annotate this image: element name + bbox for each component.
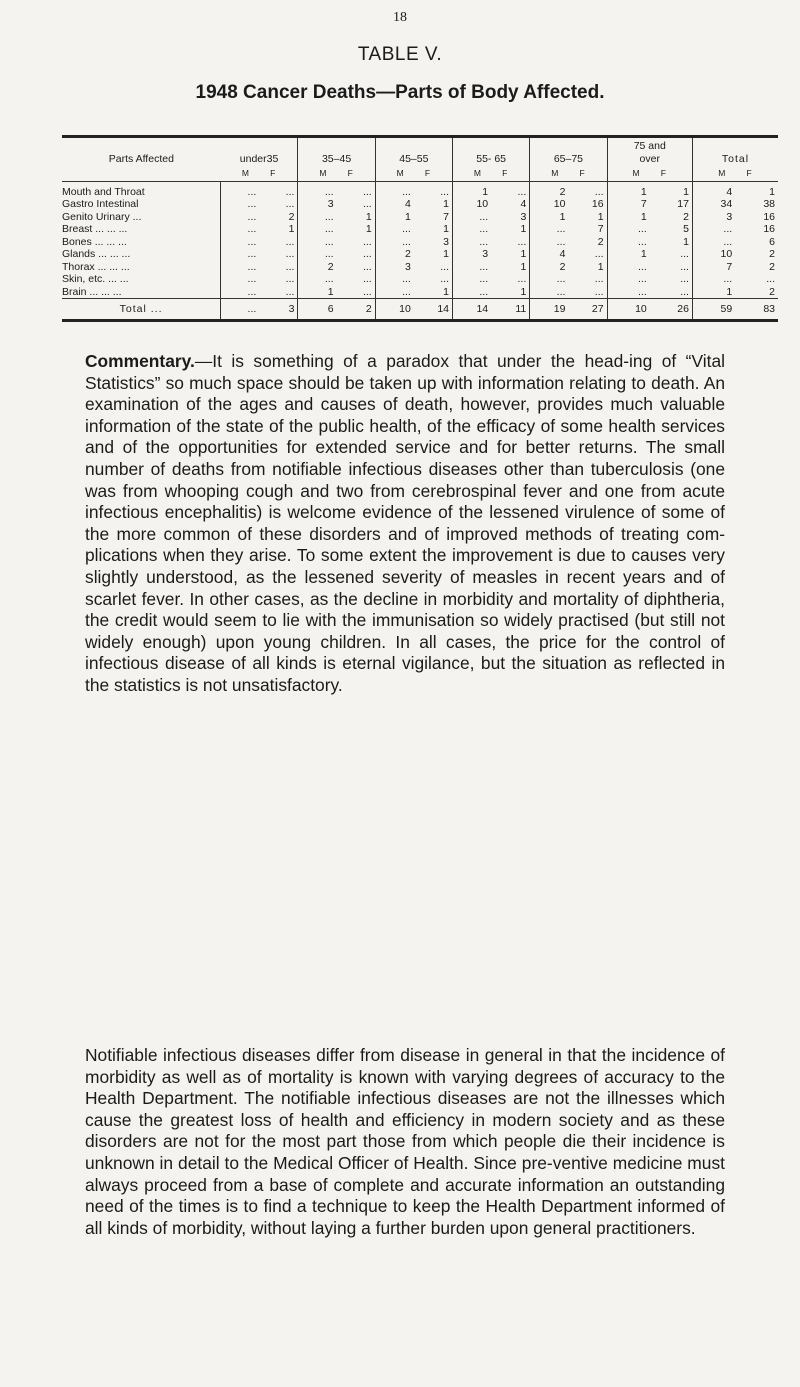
- table-cell: ...: [440, 273, 449, 286]
- table-row: [62, 181, 778, 198]
- row-label: Brain ... ... ...: [62, 285, 122, 298]
- table-cell: ...: [680, 273, 689, 286]
- table-cell: ...: [221, 248, 260, 261]
- table-cell: ...: [517, 273, 527, 286]
- row-label: Gastro Intestinal: [62, 198, 139, 211]
- table-cell: 59: [692, 299, 735, 321]
- table-cell: ...: [607, 261, 650, 274]
- table-cell: ...: [285, 198, 295, 211]
- table-cell: 1: [530, 211, 569, 224]
- table-cell: 2: [683, 210, 689, 223]
- table-cell: 1: [288, 223, 295, 236]
- notifiable-diseases-paragraph: Notifiable infectious diseases differ from disease in general in that the incidence of morbidity as well as of mortality is known with varying degrees of accuracy to the Health Department. The notifiable infectious diseases are not the illnesses which cause the greatest loss of health and efficiency in modern society and as these disorders are not for the most part those from which people die their incidence is unknown in detail to the Medical Officer of Health. Since pre-ventive medicine must always proceed from a base of complete and accurate information an outstanding need of the times is to find a technique to keep the Health Department informed of all kinds of morbidity, without laying a further burden upon general practitioners.: [85, 1045, 725, 1238]
- table-cell: ...: [607, 236, 650, 249]
- table-cell: 3: [443, 235, 449, 248]
- table-cell: 1: [520, 248, 527, 261]
- table-cell: 2: [288, 210, 295, 223]
- table-cell: 7: [607, 198, 650, 211]
- table-cell: 2: [769, 260, 775, 273]
- table-cell: 27: [568, 299, 607, 321]
- table-cell: 3: [298, 198, 337, 211]
- table-cell: ...: [453, 211, 492, 224]
- table-cell: ...: [362, 185, 372, 198]
- table-cell: ...: [517, 235, 527, 248]
- table-cell: ...: [453, 223, 492, 236]
- table-cell: 83: [735, 299, 778, 321]
- table-cell: 1: [597, 260, 604, 273]
- table-cell: ...: [594, 273, 604, 286]
- table-cell: ...: [440, 185, 449, 198]
- table-cell: 34: [692, 198, 735, 211]
- table-cell: 1: [520, 223, 527, 236]
- table-cell: 2: [530, 261, 569, 274]
- group-header: under35 M F: [221, 138, 298, 181]
- table-cell: ...: [221, 299, 260, 321]
- table-row: [62, 261, 778, 274]
- table-cell: 14: [414, 299, 453, 321]
- table-cell: 1: [365, 210, 372, 223]
- table-cell: ...: [221, 273, 260, 286]
- table-cell: 1: [520, 285, 527, 298]
- group-header: 45–55 M F: [375, 138, 452, 181]
- table-cell: 1: [597, 210, 604, 223]
- table-cell: 1: [375, 211, 414, 224]
- table-cell: 4: [530, 248, 569, 261]
- table-cell: 2: [769, 285, 775, 298]
- table-cell: ...: [607, 286, 650, 299]
- table-cell: 4: [692, 181, 735, 198]
- commentary-lead: Commentary.: [85, 351, 195, 371]
- row-label: Bones ... ... ...: [62, 235, 127, 248]
- group-header: 35–45 M F: [298, 138, 375, 181]
- table-cell: 2: [530, 181, 569, 198]
- table-cell: 4: [520, 198, 527, 211]
- row-label: Genito Urinary ...: [62, 210, 142, 223]
- table-cell: ...: [285, 260, 295, 273]
- table-cell: ...: [453, 236, 492, 249]
- table-cell: ...: [453, 273, 492, 286]
- table-cell: ...: [285, 185, 295, 198]
- table-cell: 10: [453, 198, 492, 211]
- commentary-body: —It is something of a paradox that under the head-ing of “Vital Statistics” so much space should be taken up with information relating to death. An examination of the ages and causes of death, however, provides much valuable information of the state of the public health, of the efficacy of some health services and of the opportunities for extended service and for better returns. The small number of deaths from notifiable infectious diseases other than tuberculosis (one was from whooping cough and two from cerebrospinal fever and one from acute infectious encephalitis) is welcome evidence of the lessened virulence of some of the more common of these disorders and of improved methods of treating com-plications when they arise. To some extent the improvement is due to causes very slightly understood, as the lessened severity of measles in recent years and of scarlet fever. In other cases, as the decline in morbidity and mortality of diphtheria, the credit would seem to lie with the immunisation so widely practised (but still not widely enough) upon young children. In all cases, the price for the control of infectious disease of all kinds is eternal vigilance, but the situation as reflected in the statistics is not unsatisfactory.: [85, 351, 725, 695]
- total-row: [62, 299, 778, 321]
- row-label: Thorax ... ... ...: [62, 260, 130, 273]
- table-cell: ...: [680, 248, 689, 261]
- table-cell: 2: [597, 235, 604, 248]
- table-row: [62, 198, 778, 211]
- table-cell: ...: [362, 235, 372, 248]
- group-header: Total M F: [692, 138, 778, 181]
- table-cell: 1: [443, 198, 449, 211]
- table-cell: 1: [453, 181, 492, 198]
- parts-affected-header: Parts Affected: [62, 138, 221, 181]
- table-cell: 1: [683, 185, 689, 198]
- total-label: Total ...: [62, 299, 221, 321]
- row-label: Glands ... ... ...: [62, 248, 131, 261]
- table-cell: ...: [692, 236, 735, 249]
- table-cell: ...: [221, 181, 260, 198]
- table-cell: 4: [375, 198, 414, 211]
- table-cell: ...: [298, 181, 337, 198]
- table-cell: 16: [763, 210, 775, 223]
- row-label: Skin, etc. ... ...: [62, 273, 129, 286]
- table-cell: 38: [763, 198, 775, 211]
- table-cell: ...: [517, 185, 527, 198]
- table-cell: ...: [221, 261, 260, 274]
- table-cell: ...: [221, 286, 260, 299]
- table-cell: 2: [769, 248, 775, 261]
- table-caption: 1948 Cancer Deaths—Parts of Body Affected.: [195, 82, 605, 103]
- row-label: Mouth and Throat: [62, 185, 145, 198]
- table-cell: ...: [692, 273, 735, 286]
- table-cell: 10: [530, 198, 569, 211]
- table-row: [62, 223, 778, 236]
- table-cell: ...: [375, 286, 414, 299]
- table-cell: 10: [692, 248, 735, 261]
- table-cell: 1: [443, 248, 449, 261]
- table-cell: 3: [375, 261, 414, 274]
- table-cell: 10: [607, 299, 650, 321]
- table-cell: 2: [337, 299, 376, 321]
- table-cell: 1: [607, 211, 650, 224]
- table-cell: ...: [680, 260, 689, 273]
- table-cell: 10: [375, 299, 414, 321]
- table-cell: ...: [607, 223, 650, 236]
- table-cell: ...: [375, 273, 414, 286]
- table-cell: ...: [285, 248, 295, 261]
- table-cell: ...: [530, 236, 569, 249]
- table-cell: ...: [221, 236, 260, 249]
- table-cell: 3: [453, 248, 492, 261]
- table-cell: 1: [607, 181, 650, 198]
- table-cell: ...: [594, 185, 604, 198]
- table-cell: ...: [298, 248, 337, 261]
- table-cell: ...: [285, 273, 295, 286]
- commentary-paragraph: [85, 351, 725, 697]
- table-cell: 19: [530, 299, 569, 321]
- table-cell: 6: [769, 235, 775, 248]
- table-cell: ...: [221, 211, 260, 224]
- table-cell: 1: [692, 286, 735, 299]
- table-cell: 17: [677, 198, 689, 211]
- table-cell: ...: [594, 248, 604, 261]
- table-cell: 7: [692, 261, 735, 274]
- table-cell: 26: [650, 299, 693, 321]
- table-cell: ...: [607, 273, 650, 286]
- table-cell: 16: [763, 223, 775, 236]
- table-cell: ...: [680, 285, 689, 298]
- table-cell: 6: [298, 299, 337, 321]
- table-cell: ...: [375, 236, 414, 249]
- table-cell: ...: [440, 260, 449, 273]
- table-cell: ...: [298, 211, 337, 224]
- table-cell: 1: [443, 285, 449, 298]
- table-cell: 7: [597, 223, 604, 236]
- table-cell: ...: [692, 223, 735, 236]
- table-row: [62, 248, 778, 261]
- table-cell: ...: [766, 273, 775, 286]
- table-cell: 1: [298, 286, 337, 299]
- table-cell: ...: [530, 273, 569, 286]
- table-cell: 11: [491, 299, 530, 321]
- table-cell: ...: [530, 223, 569, 236]
- table-cell: ...: [453, 261, 492, 274]
- table-cell: 1: [443, 223, 449, 236]
- table-cell: ...: [285, 285, 295, 298]
- table-cell: ...: [362, 248, 372, 261]
- group-header: 65–75 M F: [530, 138, 607, 181]
- table-cell: ...: [530, 286, 569, 299]
- table-row: [62, 211, 778, 224]
- table-cell: ...: [453, 286, 492, 299]
- page-number: 18: [393, 10, 407, 25]
- table-cell: ...: [221, 223, 260, 236]
- table-cell: 1: [607, 248, 650, 261]
- table-cell: 14: [453, 299, 492, 321]
- table-cell: 7: [443, 210, 449, 223]
- group-header: 55- 65 M F: [453, 138, 530, 181]
- table-row: [62, 286, 778, 299]
- table-cell: ...: [362, 260, 372, 273]
- table-cell: 5: [683, 223, 689, 236]
- table-cell: 2: [375, 248, 414, 261]
- table-cell: ...: [375, 223, 414, 236]
- table-cell: 1: [769, 185, 775, 198]
- table-cell: 1: [365, 223, 372, 236]
- table-body: [62, 181, 778, 321]
- table-cell: ...: [362, 273, 372, 286]
- table-cell: 3: [692, 211, 735, 224]
- table-cell: ...: [298, 273, 337, 286]
- table-cell: ...: [298, 236, 337, 249]
- table-cell: 2: [298, 261, 337, 274]
- table-cell: ...: [594, 285, 604, 298]
- cancer-deaths-table: [62, 135, 778, 322]
- table-cell: ...: [375, 181, 414, 198]
- table-cell: ...: [298, 223, 337, 236]
- table-cell: ...: [362, 198, 372, 211]
- table-cell: 1: [520, 260, 527, 273]
- table-cell: 3: [259, 299, 298, 321]
- table-cell: ...: [362, 285, 372, 298]
- group-header: 75 and over M F: [607, 138, 692, 181]
- table-cell: 1: [683, 235, 689, 248]
- table-label: TABLE V.: [357, 44, 443, 65]
- table-cell: ...: [221, 198, 260, 211]
- table-row: [62, 236, 778, 249]
- table-row: [62, 273, 778, 286]
- row-label: Breast ... ... ...: [62, 223, 128, 236]
- table-cell: 16: [591, 198, 604, 211]
- table-cell: ...: [285, 235, 295, 248]
- table-cell: 3: [520, 210, 527, 223]
